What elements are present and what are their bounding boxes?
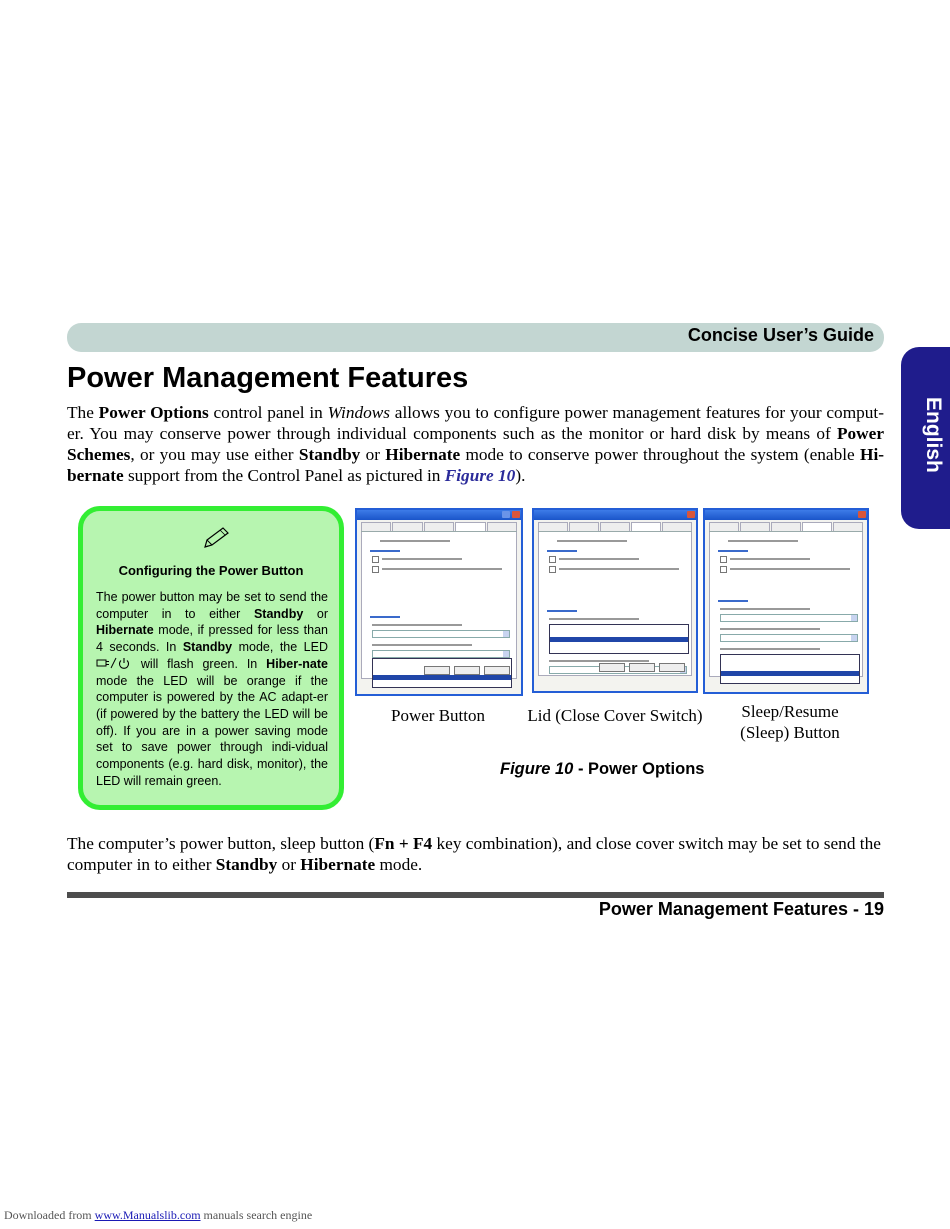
caption-sleep-line1: Sleep/Resume [741, 702, 839, 721]
note-span: mode, the LED [232, 640, 328, 655]
note-span: mode, if pressed for less than 4 seconds. In [96, 623, 328, 655]
note-span: or [303, 606, 329, 621]
window-titlebar [534, 510, 696, 520]
intro-text: , or you may use either [130, 445, 299, 464]
outro-bold: Fn + F4 [374, 834, 433, 853]
figure-caption [500, 760, 704, 779]
caption-lid: Lid (Close Cover Switch) [527, 706, 703, 725]
intro-text: ). [515, 466, 526, 485]
power-options-screenshot-lid [532, 508, 698, 693]
intro-bold: Standby [298, 445, 361, 464]
intro-bold: Hibernate [385, 445, 461, 464]
window-titlebar [705, 510, 867, 520]
outro-text: The computer’s power button, sleep button ( [67, 834, 375, 853]
note-span: will flash green. In [132, 656, 267, 671]
page-title: Power Management Features [67, 362, 469, 394]
window-tabs [709, 522, 863, 532]
caption-power-button: Power Button [391, 706, 485, 725]
window-pane [709, 532, 863, 677]
outro-bold: Standby [215, 855, 278, 874]
manualslib-link[interactable]: www.Manualslib.com [94, 1208, 201, 1222]
intro-italic: Windows [327, 403, 391, 422]
intro-paragraph [67, 402, 884, 486]
outro-bold: Hibernate [300, 855, 376, 874]
note-text [96, 589, 328, 789]
note-bold: Hiber-nate [266, 656, 328, 671]
pen-icon [201, 525, 231, 551]
download-prefix: Downloaded from [4, 1208, 95, 1222]
window-titlebar [357, 510, 521, 520]
note-box [78, 506, 344, 810]
window-tabs [361, 522, 517, 532]
intro-bold: Hi-bernate [67, 445, 884, 485]
language-tab-label: English [922, 397, 945, 473]
header-title: Concise User’s Guide [687, 325, 874, 345]
language-tab[interactable] [901, 347, 950, 529]
intro-text: control panel in [208, 403, 328, 422]
note-span: The power button may be set to send the computer in to either [96, 590, 328, 621]
footer-page-label: Power Management Features - 19 [598, 899, 884, 919]
window-tabs [538, 522, 692, 532]
outro-text: mode. [375, 855, 423, 874]
caption-sleep-line2: (Sleep) Button [740, 723, 840, 742]
power-options-screenshot-power-button [355, 508, 523, 696]
figure-number: Figure 10 [500, 760, 574, 778]
intro-text: or [360, 445, 386, 464]
intro-text: mode to conserve power throughout the system (enable [460, 445, 860, 464]
note-bold: Standby [182, 640, 233, 655]
intro-text: allows you to configure power management features for your comput-er. You may conserve power through individual components such as the monitor or hard disk by means of [67, 403, 884, 443]
figure-link[interactable]: Figure 10 [444, 466, 516, 485]
led-power-icon [96, 657, 132, 669]
header-bar [67, 323, 884, 352]
intro-text: The [67, 403, 99, 422]
outro-paragraph [67, 833, 884, 875]
power-options-screenshot-sleep [703, 508, 869, 694]
download-suffix: manuals search engine [200, 1208, 313, 1222]
note-bold: Hibernate [96, 623, 154, 638]
intro-bold: Power Schemes [67, 424, 884, 464]
footer-rule [67, 892, 884, 898]
note-bold: Standby [253, 606, 304, 621]
note-span: mode the LED will be orange if the computer is powered by the AC adapt-er (if powered by the battery the LED will be off). If you are in a power saving mode set to save power through indi-vidual components (e.g. hard disk, monitor), the LED will remain green. [96, 673, 328, 788]
intro-bold: Power Options [98, 403, 209, 422]
download-credit [4, 1208, 312, 1223]
note-title: Configuring the Power Button [118, 563, 304, 578]
intro-text: support from the Control Panel as pictured in [123, 466, 445, 485]
outro-text: or [277, 855, 301, 874]
figure-caption-text: - Power Options [573, 760, 705, 778]
window-pane [361, 532, 517, 679]
outro-text: key combination), and close cover switch may be set to send the computer in to either [67, 834, 881, 874]
window-pane [538, 532, 692, 676]
